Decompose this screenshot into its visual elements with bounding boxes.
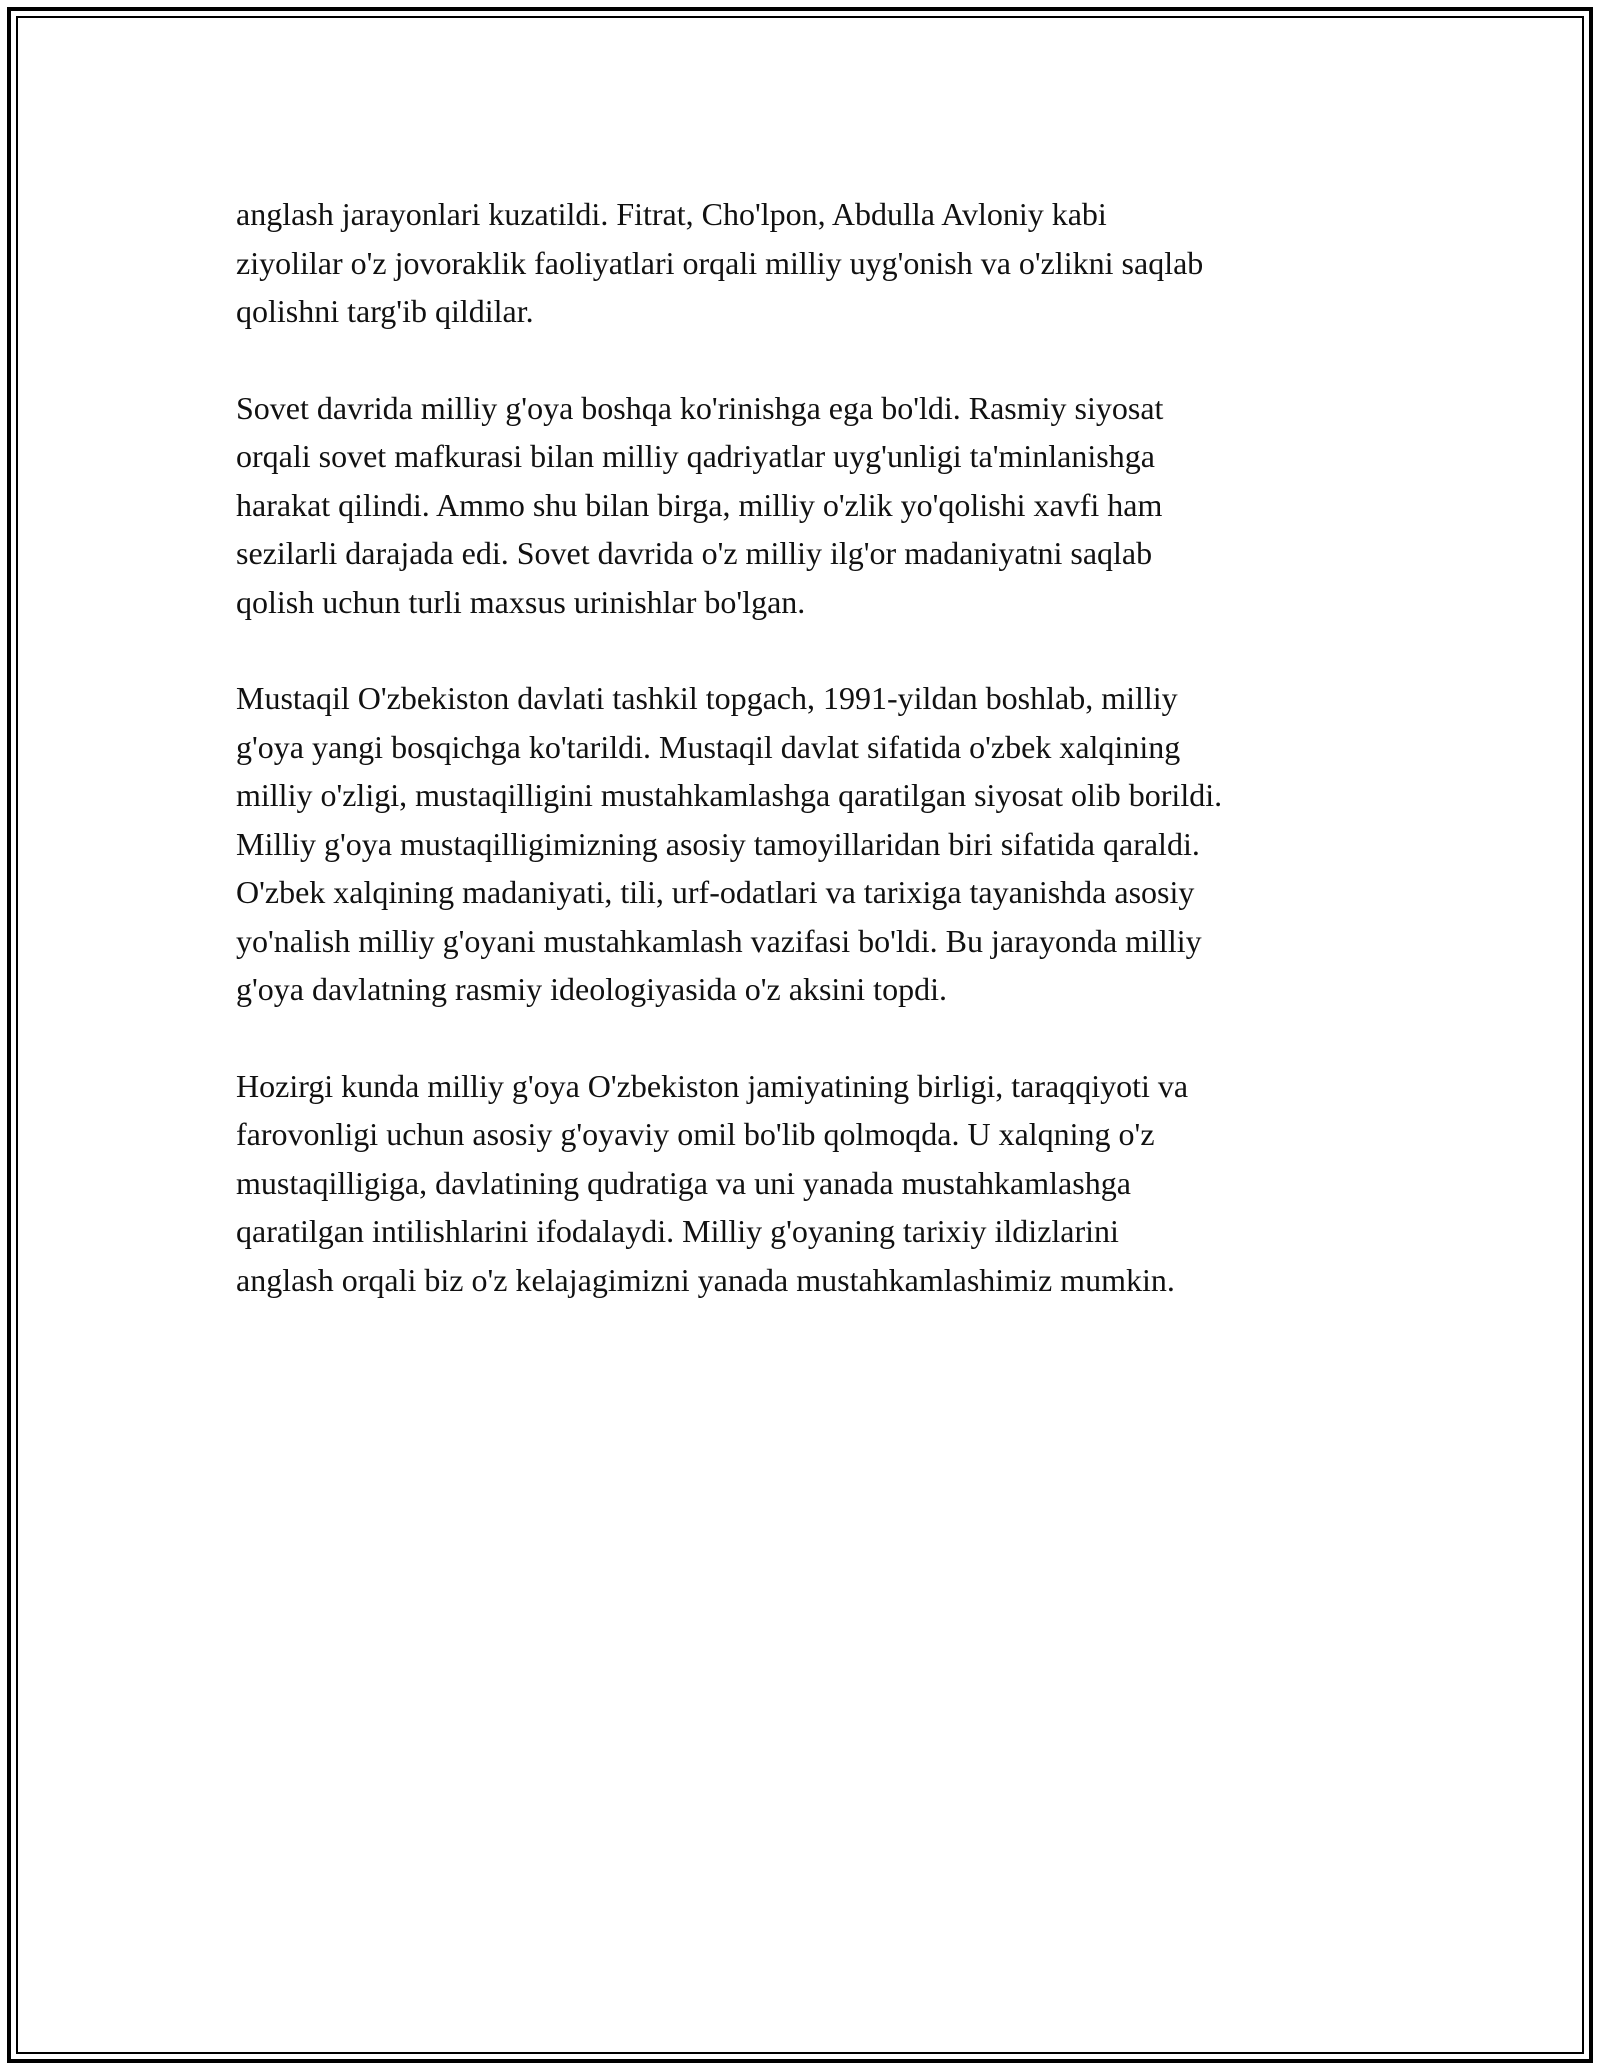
paragraph-3: Mustaqil O'zbekiston davlati tashkil topgach, 1991-yildan boshlab, milliy g'oya yangi bosqichga ko'tarildi. Mustaqil davlat sifatida o'zbek xalqining milliy o'zligi, mustaqilligini mustahkamlashga qaratilgan siyosat olib borildi. Milliy g'oya mustaqilligimizning asosiy tamoyillaridan biri sifatida qaraldi. O'zbek xalqining madaniyati, tili, urf-odatlari va tarixiga tayanishda asosiy yo'nalish milliy g'oyani mustahkamlash vazifasi bo'ldi. Bu jarayonda milliy g'oya davlatning rasmiy ideologiyasida o'z aksini topdi. (236, 680, 1223, 1007)
paragraph-2: Sovet davrida milliy g'oya boshqa ko'rinishga ega bo'ldi. Rasmiy siyosat orqali sovet mafkurasi bilan milliy qadriyatlar uyg'unligi ta'minlanishga harakat qilindi. Ammo shu bilan birga, milliy o'zlik yo'qolishi xavfi ham sezilarli darajada edi. Sovet davrida o'z milliy ilg'or madaniyatni saqlab qolish uchun turli maxsus urinishlar bo'lgan. (236, 389, 1164, 620)
paragraph-4: Hozirgi kunda milliy g'oya O'zbekiston jamiyatining birligi, taraqqiyoti va farovonligi uchun asosiy g'oyaviy omil bo'lib qolmoqda. U xalqning o'z mustaqilligiga, davlatining qudratiga va uni yanada mustahkamlashga qaratilgan intilishlarini ifodalaydi. Milliy g'oyaning tarixiy ildizlarini anglash orqali biz o'z kelajagimizni yanada mustahkamlashimiz mumkin. (236, 1067, 1189, 1298)
paragraph-1: anglash jarayonlari kuzatildi. Fitrat, Cho'lpon, Abdulla Avloniy kabi ziyolilar o'z jovoraklik faoliyatlari orqali milliy uyg'onish va o'zlikni saqlab qolishni targ'ib qildilar. (236, 196, 1204, 329)
document-body (236, 190, 1386, 1352)
